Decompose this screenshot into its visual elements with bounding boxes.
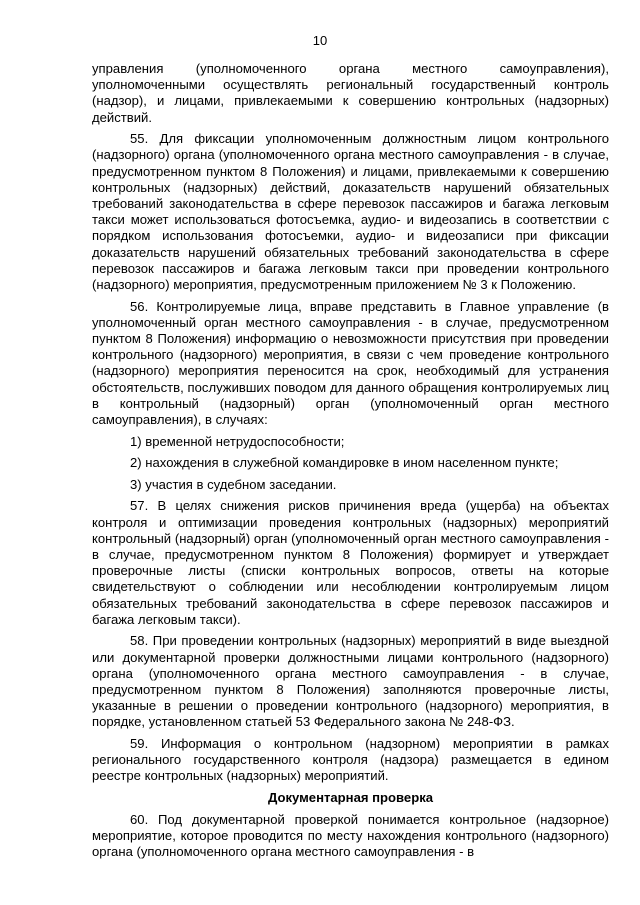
list-item-3: 3) участия в судебном заседании. bbox=[130, 476, 337, 492]
page-number: 10 bbox=[312, 33, 328, 48]
paragraph-58: 58. При проведении контрольных (надзорных) мероприятий в виде выездной или документарной проверки должностными лицами контрольного (надзорного) органа (уполномоченного органа местного самоуправления - в случае, предусмотренном пунктом 8 Положения) заполняются проверочные листы, указанные в решении о проведении контрольного (надзорного) мероприятия, в порядке, установленном статьей 53 Федерального закона № 248-ФЗ. bbox=[92, 633, 609, 730]
paragraph-56: 56. Контролируемые лица, вправе представить в Главное управление (в уполномоченный орган местного самоуправления - в случае, предусмотренном пунктом 8 Положения) информацию о невозможности присутствия при проведении контрольного (надзорного) мероприятия, в связи с чем проведение контрольного (надзорного) мероприятия переносится на срок, необходимый для устранения обстоятельств, послуживших поводом для данного обращения контролируемых лиц в контрольный (надзорный) орган (уполномоченный орган местного самоуправления), в случаях: bbox=[92, 298, 609, 428]
paragraph-continued: управления (уполномоченного органа местного самоуправления), уполномоченными осуществлять региональный государственный контроль (надзор), и лицами, привлекаемыми к совершению контрольных (надзорных) действий. bbox=[92, 61, 609, 125]
document-body bbox=[92, 61, 609, 866]
paragraph-57: 57. В целях снижения рисков причинения вреда (ущерба) на объектах контроля и оптимизации проведения контрольных (надзорных) мероприятий контрольный (надзорный) орган (уполномоченный орган местного самоуправления - в случае, предусмотренном пунктом 8 Положения) формирует и утверждает проверочные листы (списки контрольных вопросов, ответы на которые свидетельствуют о соблюдении или несоблюдении контролируемым лицом обязательных требований законодательства в сфере перевозок пассажиров и багажа легковым такси). bbox=[92, 498, 609, 627]
paragraph-59: 59. Информация о контрольном (надзорном) мероприятии в рамках регионального государственного контроля (надзора) размещается в едином реестре контрольных (надзорных) мероприятий. bbox=[92, 736, 609, 784]
section-heading: Документарная проверка bbox=[267, 790, 434, 806]
paragraph-55: 55. Для фиксации уполномоченным должностным лицом контрольного (надзорного) органа (уполномоченного органа местного самоуправления - в случае, предусмотренном пунктом 8 Положения) и лицами, привлекаемыми к совершению контрольных (надзорных) действий, доказательств нарушений обязательных требований законодательства в сфере перевозок пассажиров и багажа легковым такси может использоваться фотосъемка, аудио- и видеозапись в соответствии с порядком использования фотосъемки, аудио- и видеозаписи при фиксации доказательств нарушений обязательных требований законодательства в сфере перевозок пассажиров и багажа легковым такси при проведении контрольного (надзорного) мероприятия, предусмотренным приложением № 3 к Положению. bbox=[92, 131, 609, 293]
list-item-2: 2) нахождения в служебной командировке в ином населенном пункте; bbox=[130, 455, 559, 471]
list-item-1: 1) временной нетрудоспособности; bbox=[130, 433, 345, 449]
paragraph-60: 60. Под документарной проверкой понимается контрольное (надзорное) мероприятие, которое проводится по месту нахождения контрольного (надзорного) органа (уполномоченного органа местного самоуправления - в bbox=[92, 811, 609, 860]
